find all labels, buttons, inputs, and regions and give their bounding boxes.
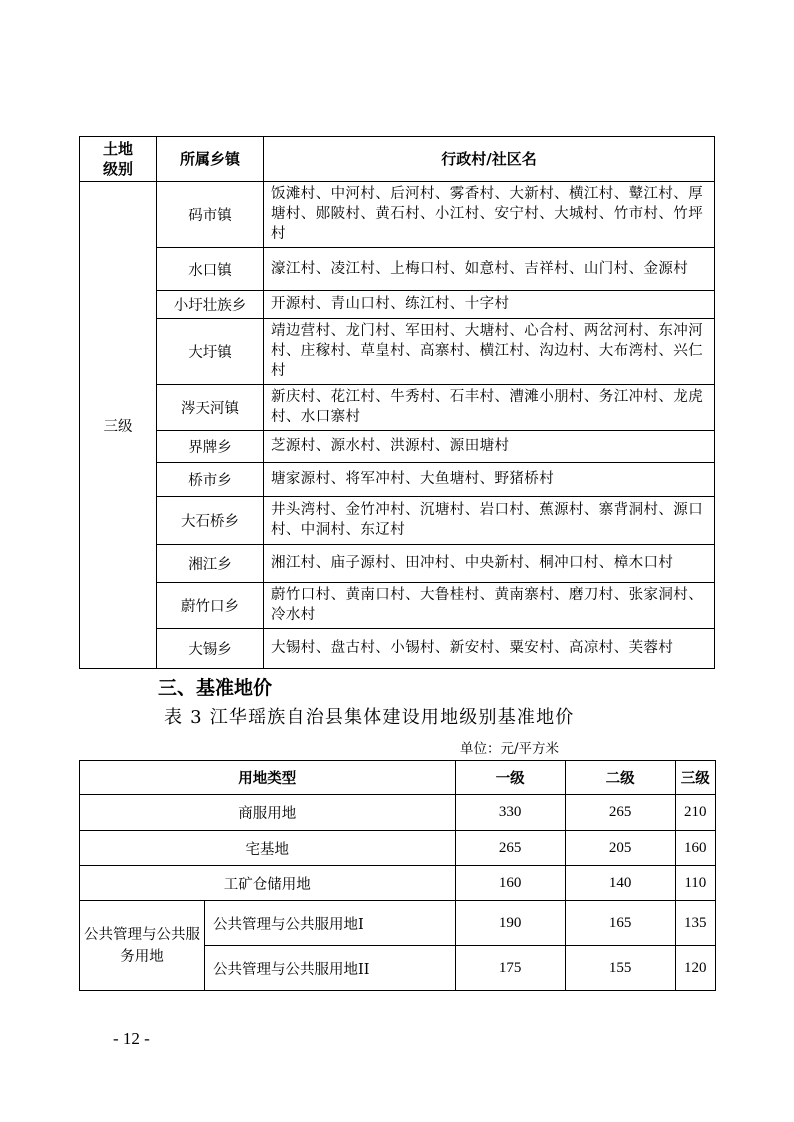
town-cell: 小圩壮族乡	[157, 291, 264, 319]
price-cell: 160	[455, 866, 565, 901]
villages-cell: 塘家源村、将军冲村、大鱼塘村、野猪桥村	[264, 463, 715, 497]
price-cell: 210	[675, 795, 715, 831]
table-row	[80, 583, 715, 629]
price-cell: 330	[455, 795, 565, 831]
land-use-type-cell: 公共管理与公共服用地II	[205, 946, 456, 991]
price-cell: 110	[675, 866, 715, 901]
table-row	[80, 291, 715, 319]
villages-cell: 蔚竹口村、黄南口村、大鲁桂村、黄南寨村、磨刀村、张家洞村、冷水村	[264, 583, 715, 629]
town-cell: 大锡乡	[157, 629, 264, 669]
land-use-type-cell: 工矿仓储用地	[80, 866, 456, 901]
land-use-type-cell: 宅基地	[80, 831, 456, 866]
villages-cell: 芝源村、源水村、洪源村、源田塘村	[264, 431, 715, 463]
villages-cell: 开源村、青山口村、练江村、十字村	[264, 291, 715, 319]
price-cell: 140	[565, 866, 675, 901]
town-cell: 蔚竹口乡	[157, 583, 264, 629]
town-cell: 水口镇	[157, 248, 264, 291]
villages-cell: 濠江村、凌江村、上梅口村、如意村、吉祥村、山门村、金源村	[264, 248, 715, 291]
table-row	[80, 463, 715, 497]
table-header-row	[80, 137, 715, 182]
table-row	[80, 795, 716, 831]
town-cell: 界牌乡	[157, 431, 264, 463]
town-cell: 码市镇	[157, 182, 264, 248]
table-row	[80, 545, 715, 583]
price-cell: 165	[565, 901, 675, 946]
header-land-grade: 土地 级别	[80, 137, 157, 182]
table-row	[80, 319, 715, 385]
price-cell: 160	[675, 831, 715, 866]
price-cell: 135	[675, 901, 715, 946]
villages-cell: 大锡村、盘古村、小锡村、新安村、粟安村、高凉村、芙蓉村	[264, 629, 715, 669]
price-cell: 265	[565, 795, 675, 831]
section-heading: 三、基准地价	[158, 677, 273, 699]
table-row	[80, 385, 715, 431]
table-row	[80, 497, 715, 545]
table-row	[80, 866, 716, 901]
table-header-row	[80, 761, 716, 795]
unit-label: 单位：元/平方米	[460, 741, 560, 757]
villages-cell: 湘江村、庙子源村、田冲村、中央新村、桐冲口村、樟木口村	[264, 545, 715, 583]
villages-cell: 新庆村、花江村、牛秀村、石丰村、漕滩小朋村、务江冲村、龙虎村、水口寨村	[264, 385, 715, 431]
villages-cell: 饭滩村、中河村、后河村、雾香村、大新村、横江村、鼙江村、厚塘村、郧陂村、黄石村、小江村、安宁村、大城村、竹市村、竹坪村	[264, 182, 715, 248]
header-grade-1: 一级	[455, 761, 565, 795]
land-use-type-cell: 公共管理与公共服用地I	[205, 901, 456, 946]
price-cell: 205	[565, 831, 675, 866]
villages-cell: 靖边营村、龙门村、军田村、大塘村、心合村、两岔河村、东冲河村、庄稼村、草皇村、高寨村、横江村、沟边村、大布湾村、兴仁村	[264, 319, 715, 385]
villages-cell: 井头湾村、金竹冲村、沉塘村、岩口村、蕉源村、寨背洞村、源口村、中洞村、东辽村	[264, 497, 715, 545]
table-row	[80, 901, 716, 946]
price-cell: 190	[455, 901, 565, 946]
table-caption: 表 3 江华瑶族自治县集体建设用地级别基准地价	[164, 707, 575, 728]
header-villages: 行政村/社区名	[264, 137, 715, 182]
header-land-use-type: 用地类型	[80, 761, 456, 795]
grade-cell: 三级	[80, 182, 157, 669]
header-town: 所属乡镇	[157, 137, 264, 182]
public-service-group-cell: 公共管理与公共服务用地	[80, 901, 205, 991]
land-use-type-cell: 商服用地	[80, 795, 456, 831]
town-cell: 湘江乡	[157, 545, 264, 583]
town-cell: 桥市乡	[157, 463, 264, 497]
price-cell: 155	[565, 946, 675, 991]
table-row	[80, 182, 715, 248]
header-grade-2: 二级	[565, 761, 675, 795]
town-cell: 大石桥乡	[157, 497, 264, 545]
price-cell: 120	[675, 946, 715, 991]
page-number: - 12 -	[113, 1029, 150, 1048]
town-cell: 涔天河镇	[157, 385, 264, 431]
table-row	[80, 248, 715, 291]
table-row	[80, 431, 715, 463]
header-grade-3: 三级	[675, 761, 715, 795]
benchmark-land-price-table	[79, 760, 716, 991]
table-row	[80, 831, 716, 866]
price-cell: 175	[455, 946, 565, 991]
land-grade-village-table	[79, 136, 715, 669]
price-cell: 265	[455, 831, 565, 866]
table-row	[80, 629, 715, 669]
town-cell: 大圩镇	[157, 319, 264, 385]
